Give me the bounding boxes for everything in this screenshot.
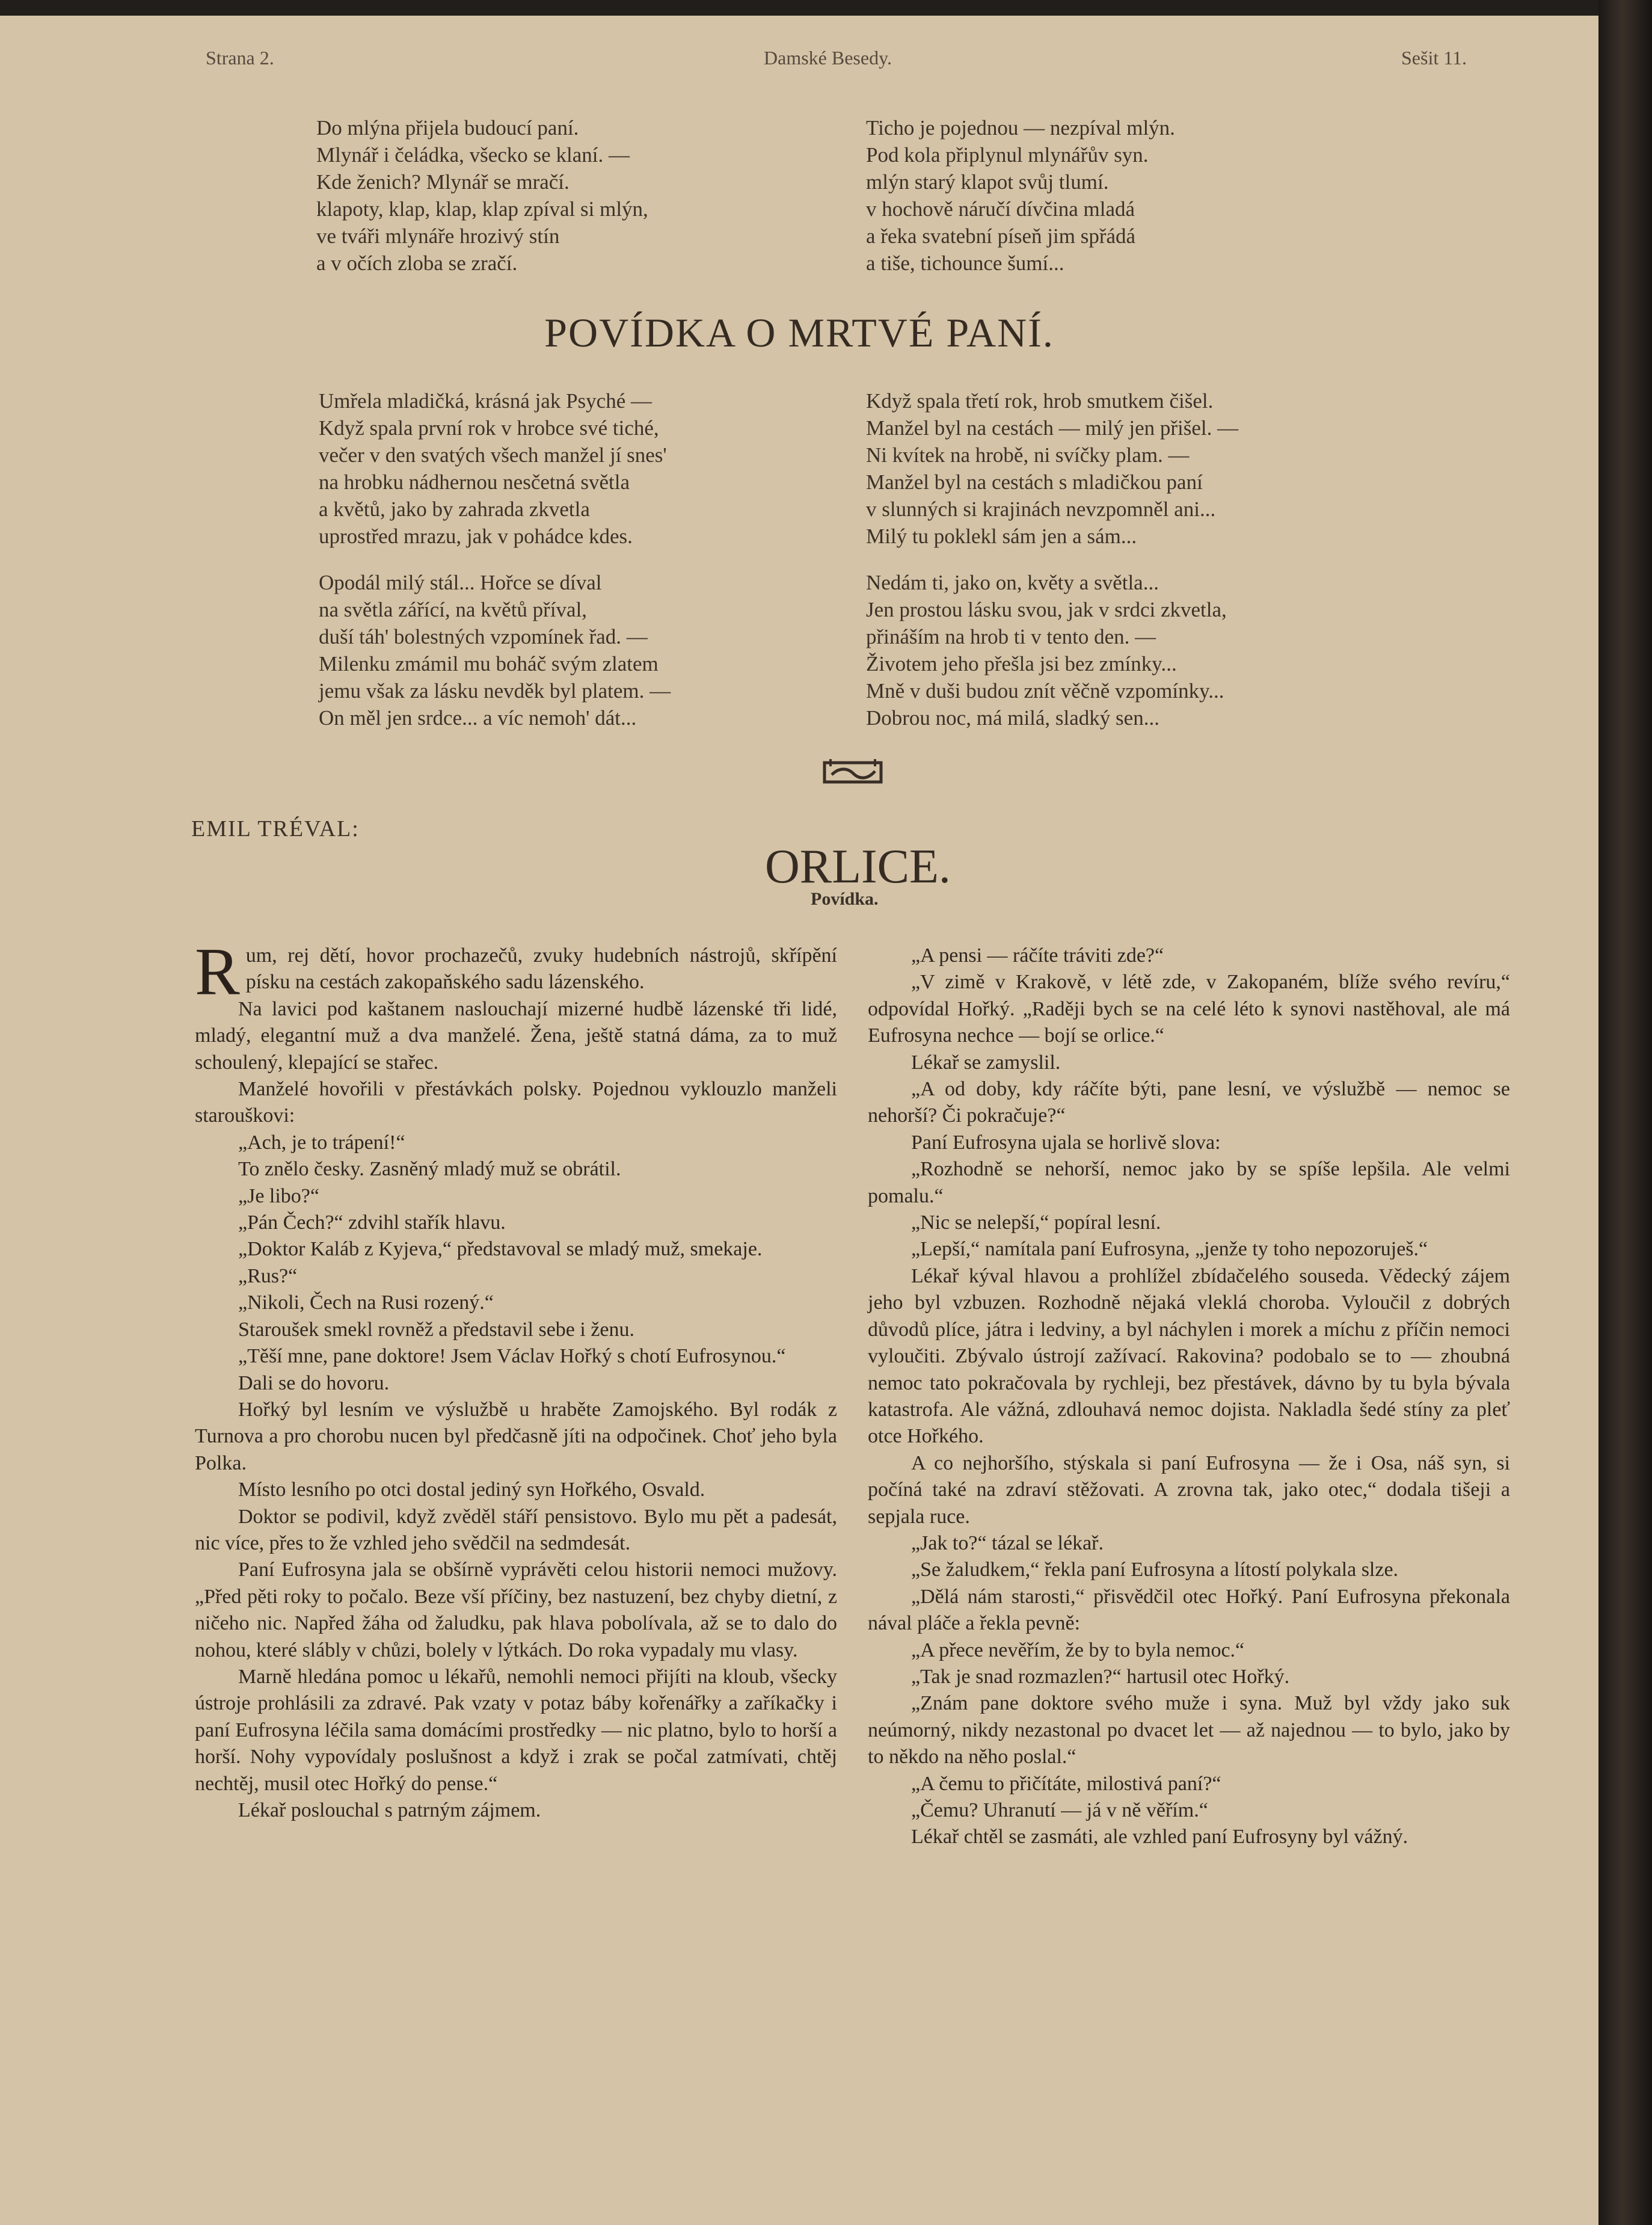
verse-line: a tiše, tichounce šumí... — [866, 251, 1064, 275]
paragraph: Paní Eufrosyna jala se obšírně vyprávěti celou historii nemoci mužovy. „Před pěti roky to počalo. Beze vší příčiny, bez nastuzení, bez chyby dietní, z ničeho nic. Napřed žáha od žaludku, pak hlava pobolívala, až se to dalo do nohou, které slábly v chůzi, bolely v lýtkách. Do roka vypadaly mu vlasy. — [195, 1559, 837, 1661]
story-column-left — [195, 935, 837, 1824]
paragraph: A co nejhoršího, stýskala si paní Eufrosyna — že i Osa, náš syn, si počíná také na zdraví stěžovati. A zrovna tak, jako otec,“ dodala tišeji a sepjala ruce. — [868, 1451, 1510, 1528]
verse-line: ve tváři mlynáře hrozivý stín — [316, 224, 560, 248]
verse-line: na světla zářící, na květů příval, — [319, 598, 588, 621]
paragraph: „Lepší,“ namítala paní Eufrosyna, „jenže ty toho nepozoruješ.“ — [911, 1238, 1428, 1261]
paragraph: „A čemu to přičítáte, milostivá paní?“ — [911, 1772, 1221, 1795]
paragraph: Lékař poslouchal s patrným zájmem. — [238, 1799, 541, 1821]
verse-line: Jen prostou lásku svou, jak v srdci zkvetla, — [866, 598, 1227, 621]
verse-line: Umřela mladičká, krásná jak Psyché — — [319, 389, 652, 413]
verse-line: mlýn starý klapot svůj tlumí. — [866, 170, 1109, 194]
paragraph: „Pán Čech?“ zdvihl stařík hlavu. — [238, 1211, 506, 1234]
paragraph: „Jak to?“ tázal se lékař. — [911, 1531, 1104, 1554]
paragraph: Místo lesního po otci dostal jediný syn Hořkého, Osvald. — [238, 1479, 705, 1501]
paragraph: Marně hledána pomoc u lékařů, nemohli nemoci přijíti na kloub, všecky ústroje prohlásili za zdravé. Pak vzaty v potaz báby kořenářky a zaříkačky i paní Eufrosyna léčila sama domácími prostředky — nic platno, bylo to horší a horší. Nohy vypovídaly poslušnost a když i zrak se počal zatmívati, chtěj nechtěj, musil otec Hořký do pense.“ — [195, 1665, 837, 1795]
magazine-page — [0, 16, 1598, 2225]
drop-cap: R — [195, 935, 240, 1009]
story-column-right — [868, 943, 1510, 1851]
verse-line: Nedám ti, jako on, květy a světla... — [866, 571, 1159, 594]
verse-line: On měl jen srdce... a víc nemoh' dát... — [319, 706, 637, 730]
verse-line: duší táh' bolestných vzpomínek řad. — — [319, 625, 648, 648]
paragraph: Lékař chtěl se zasmáti, ale vzhled paní Eufrosyny byl vážný. — [911, 1826, 1408, 1848]
verse-line: v hochově náručí dívčina mladá — [866, 197, 1135, 221]
verse-line: klapoty, klap, klap, klap zpíval si mlýn, — [316, 197, 648, 221]
verse-line: Opodál milý stál... Hořce se díval — [319, 571, 602, 594]
verse-line: Manžel byl na cestách — milý jen přišel. — — [866, 416, 1239, 440]
paragraph: To znělo česky. Zasněný mladý muž se obrátil. — [238, 1158, 621, 1181]
verse-line: Když spala třetí rok, hrob smutkem čišel. — [866, 389, 1214, 413]
paragraph: „Dělá nám starosti,“ přisvědčil otec Hořký. Paní Eufrosyna překonala nával pláče a řekla pevně: — [868, 1585, 1510, 1635]
story-subtitle: Povídka. — [811, 889, 879, 909]
verse-line: Dobrou noc, má milá, sladký sen... — [866, 706, 1159, 730]
verse-line: přináším na hrob ti v tento den. — — [866, 625, 1156, 648]
paragraph: „Rozhodně se nehorší, nemoc jako by se spíše lepšila. Ale velmi pomalu.“ — [868, 1158, 1510, 1207]
magazine-title: Damské Besedy. — [764, 47, 892, 69]
verse-line: Do mlýna přijela budoucí paní. — [316, 116, 579, 140]
poem-title: POVÍDKA O MRTVÉ PANÍ. — [544, 310, 1054, 355]
author-name: EMIL TRÉVAL: — [191, 816, 360, 842]
verse-line: Milý tu poklekl sám jen a sám... — [866, 525, 1137, 548]
top-poem-right — [866, 114, 1175, 277]
paragraph: Staroušek smekl rovněž a představil sebe i ženu. — [238, 1318, 635, 1341]
paragraph: Doktor se podivil, když zvěděl stáří pensistovo. Bylo mu pět a padesát, nic více, přes to že vzhled jeho svědčil na sedmdesát. — [195, 1505, 837, 1554]
verse-line: v slunných si krajinách nevzpomněl ani... — [866, 497, 1216, 521]
paragraph: „Nic se nelepší,“ popíral lesní. — [911, 1211, 1161, 1234]
paragraph: „Rus?“ — [238, 1264, 298, 1287]
paragraph: „Těší mne, pane doktore! Jsem Václav Hořký s chotí Eufrosynou.“ — [238, 1345, 786, 1368]
story-title: ORLICE. — [765, 840, 951, 893]
paragraph: „Ach, je to trápení!“ — [238, 1131, 405, 1154]
page-number: Strana 2. — [206, 47, 274, 69]
verse-line: uprostřed mrazu, jak v pohádce kdes. — [319, 525, 633, 548]
verse-line: Milenku zmámil mu boháč svým zlatem — [319, 652, 659, 676]
paragraph: „A pensi — ráčíte tráviti zde?“ — [911, 944, 1164, 967]
paragraph — [195, 935, 837, 1009]
paragraph: Manželé hovořili v přestávkách polsky. Pojednou vyklouzlo manželi staroušk​ovi: — [195, 1078, 837, 1127]
paragraph-text: um, rej dětí, hovor prochazečů, zvuky hudebních nástrojů, skřípění písku na cestách zakopaňského sadu lázenského. — [245, 944, 837, 994]
top-poem-left — [316, 114, 648, 277]
verse-line: Pod kola připlynul mlynářův syn. — [866, 143, 1149, 167]
paragraph: „Se žaludkem,“ řekla paní Eufrosyna a lítostí polykala slze. — [911, 1559, 1399, 1581]
paragraph: „Nikoli, Čech na Rusi rozený.“ — [238, 1291, 494, 1314]
verse-line: večer v den svatých všech manžel jí snes' — [319, 443, 667, 467]
paragraph: Lékař kýval hlavou a prohlížel zbídačelého souseda. Vědecký zájem jeho byl vzbuzen. Rozhodně nějaká vleklá choroba. Vyloučil z dobrých důvodů plíce, játra i ledviny, a byl náchylen i morek a míchu z příčin nemoci vyloučiti. Zbývalo ústrojí zažívací. Rakovina? podobalo se to — zhoubná nemoc tato pokračovala by rychleji, bez přestávek, dávno by tu byla bývala katastrofa. Ale vážná, zdlouhavá nemoc dojista. Nakladla šedé stíny za pleť otce Hořkého. — [868, 1264, 1510, 1448]
paragraph: „A přece nevěřím, že by to byla nemoc.“ — [911, 1639, 1245, 1661]
verse-line: Kde ženich? Mlynář se mračí. — [316, 170, 570, 194]
poem-left-column — [319, 387, 671, 731]
paragraph: Na lavici pod kaštanem naslouchají mizerné hudbě lázenské tři lidé, mladý, elegantní muž a dva manželé. Žena, ještě statná dáma, za to muž schoulený, klepající se stařec. — [195, 997, 837, 1074]
paragraph: „Doktor Kaláb z Kyjeva,“ představoval se mladý muž, smekaje. — [238, 1238, 763, 1261]
verse-line: Životem jeho přešla jsi bez zmínky... — [866, 652, 1177, 676]
paragraph: Paní Eufrosyna ujala se horlivě slova: — [911, 1131, 1221, 1154]
verse-line: Ni kvítek na hrobě, ni svíčky plam. — — [866, 443, 1190, 467]
paragraph: Dali se do hovoru. — [238, 1371, 390, 1394]
paragraph: „Znám pane doktore svého muže i syna. Muž byl vždy jako suk neúmorný, nikdy nezastonal po dvacet let — až najednou — to bylo, jako by to někdo na něho poslal.“ — [868, 1692, 1510, 1768]
ornament-divider-icon — [821, 757, 885, 787]
verse-line: Mlynář i čeládka, všecko se klaní. — — [316, 143, 630, 167]
issue-number: Sešit 11. — [1401, 47, 1467, 69]
verse-line: a v očích zloba se zračí. — [316, 251, 518, 275]
paragraph: „Tak je snad rozmazlen?“ hartusil otec Hořký. — [911, 1665, 1290, 1688]
verse-line: a řeka svatební píseň jim spřádá — [866, 224, 1136, 248]
verse-line: Manžel byl na cestách s mladičkou paní — [866, 470, 1203, 494]
verse-line: Mně v duši budou znít věčně vzpomínky... — [866, 679, 1224, 703]
verse-line: jemu však za lásku nevděk byl platem. — — [319, 679, 671, 703]
verse-line: Ticho je pojednou — nezpíval mlýn. — [866, 116, 1175, 140]
poem-right-column — [866, 387, 1238, 731]
verse-line: na hrobku nádhernou nesčetná světla — [319, 470, 630, 494]
paragraph: „V zimě v Krakově, v létě zde, v Zakopaném, blíže svého revíru,“ odpovídal Hořký. „Raději bych se na celé léto k synovi nastěhoval, ale má Eufrosyna nechce — bojí se orlice.“ — [868, 971, 1510, 1047]
paragraph: „Je libo?“ — [238, 1184, 319, 1207]
paragraph: „Čemu? Uhranutí — já v ně věřím.“ — [911, 1799, 1208, 1821]
paragraph: Hořký byl lesním ve výslužbě u hraběte Zamojského. Byl rodák z Turnova a pro chorobu nucen byl předčasně jíti na odpočinek. Choť jeho byla Polka. — [195, 1398, 837, 1474]
paragraph: Lékař se zamyslil. — [911, 1051, 1061, 1074]
paragraph: „A od doby, kdy ráčíte býti, pane lesní, ve výslužbě — nemoc se nehorší? Či pokračuje?“ — [868, 1078, 1510, 1127]
book-spine-edge — [1598, 0, 1652, 2225]
verse-line: Když spala první rok v hrobce své tiché, — [319, 416, 659, 440]
verse-line: a květů, jako by zahrada zkvetla — [319, 497, 590, 521]
